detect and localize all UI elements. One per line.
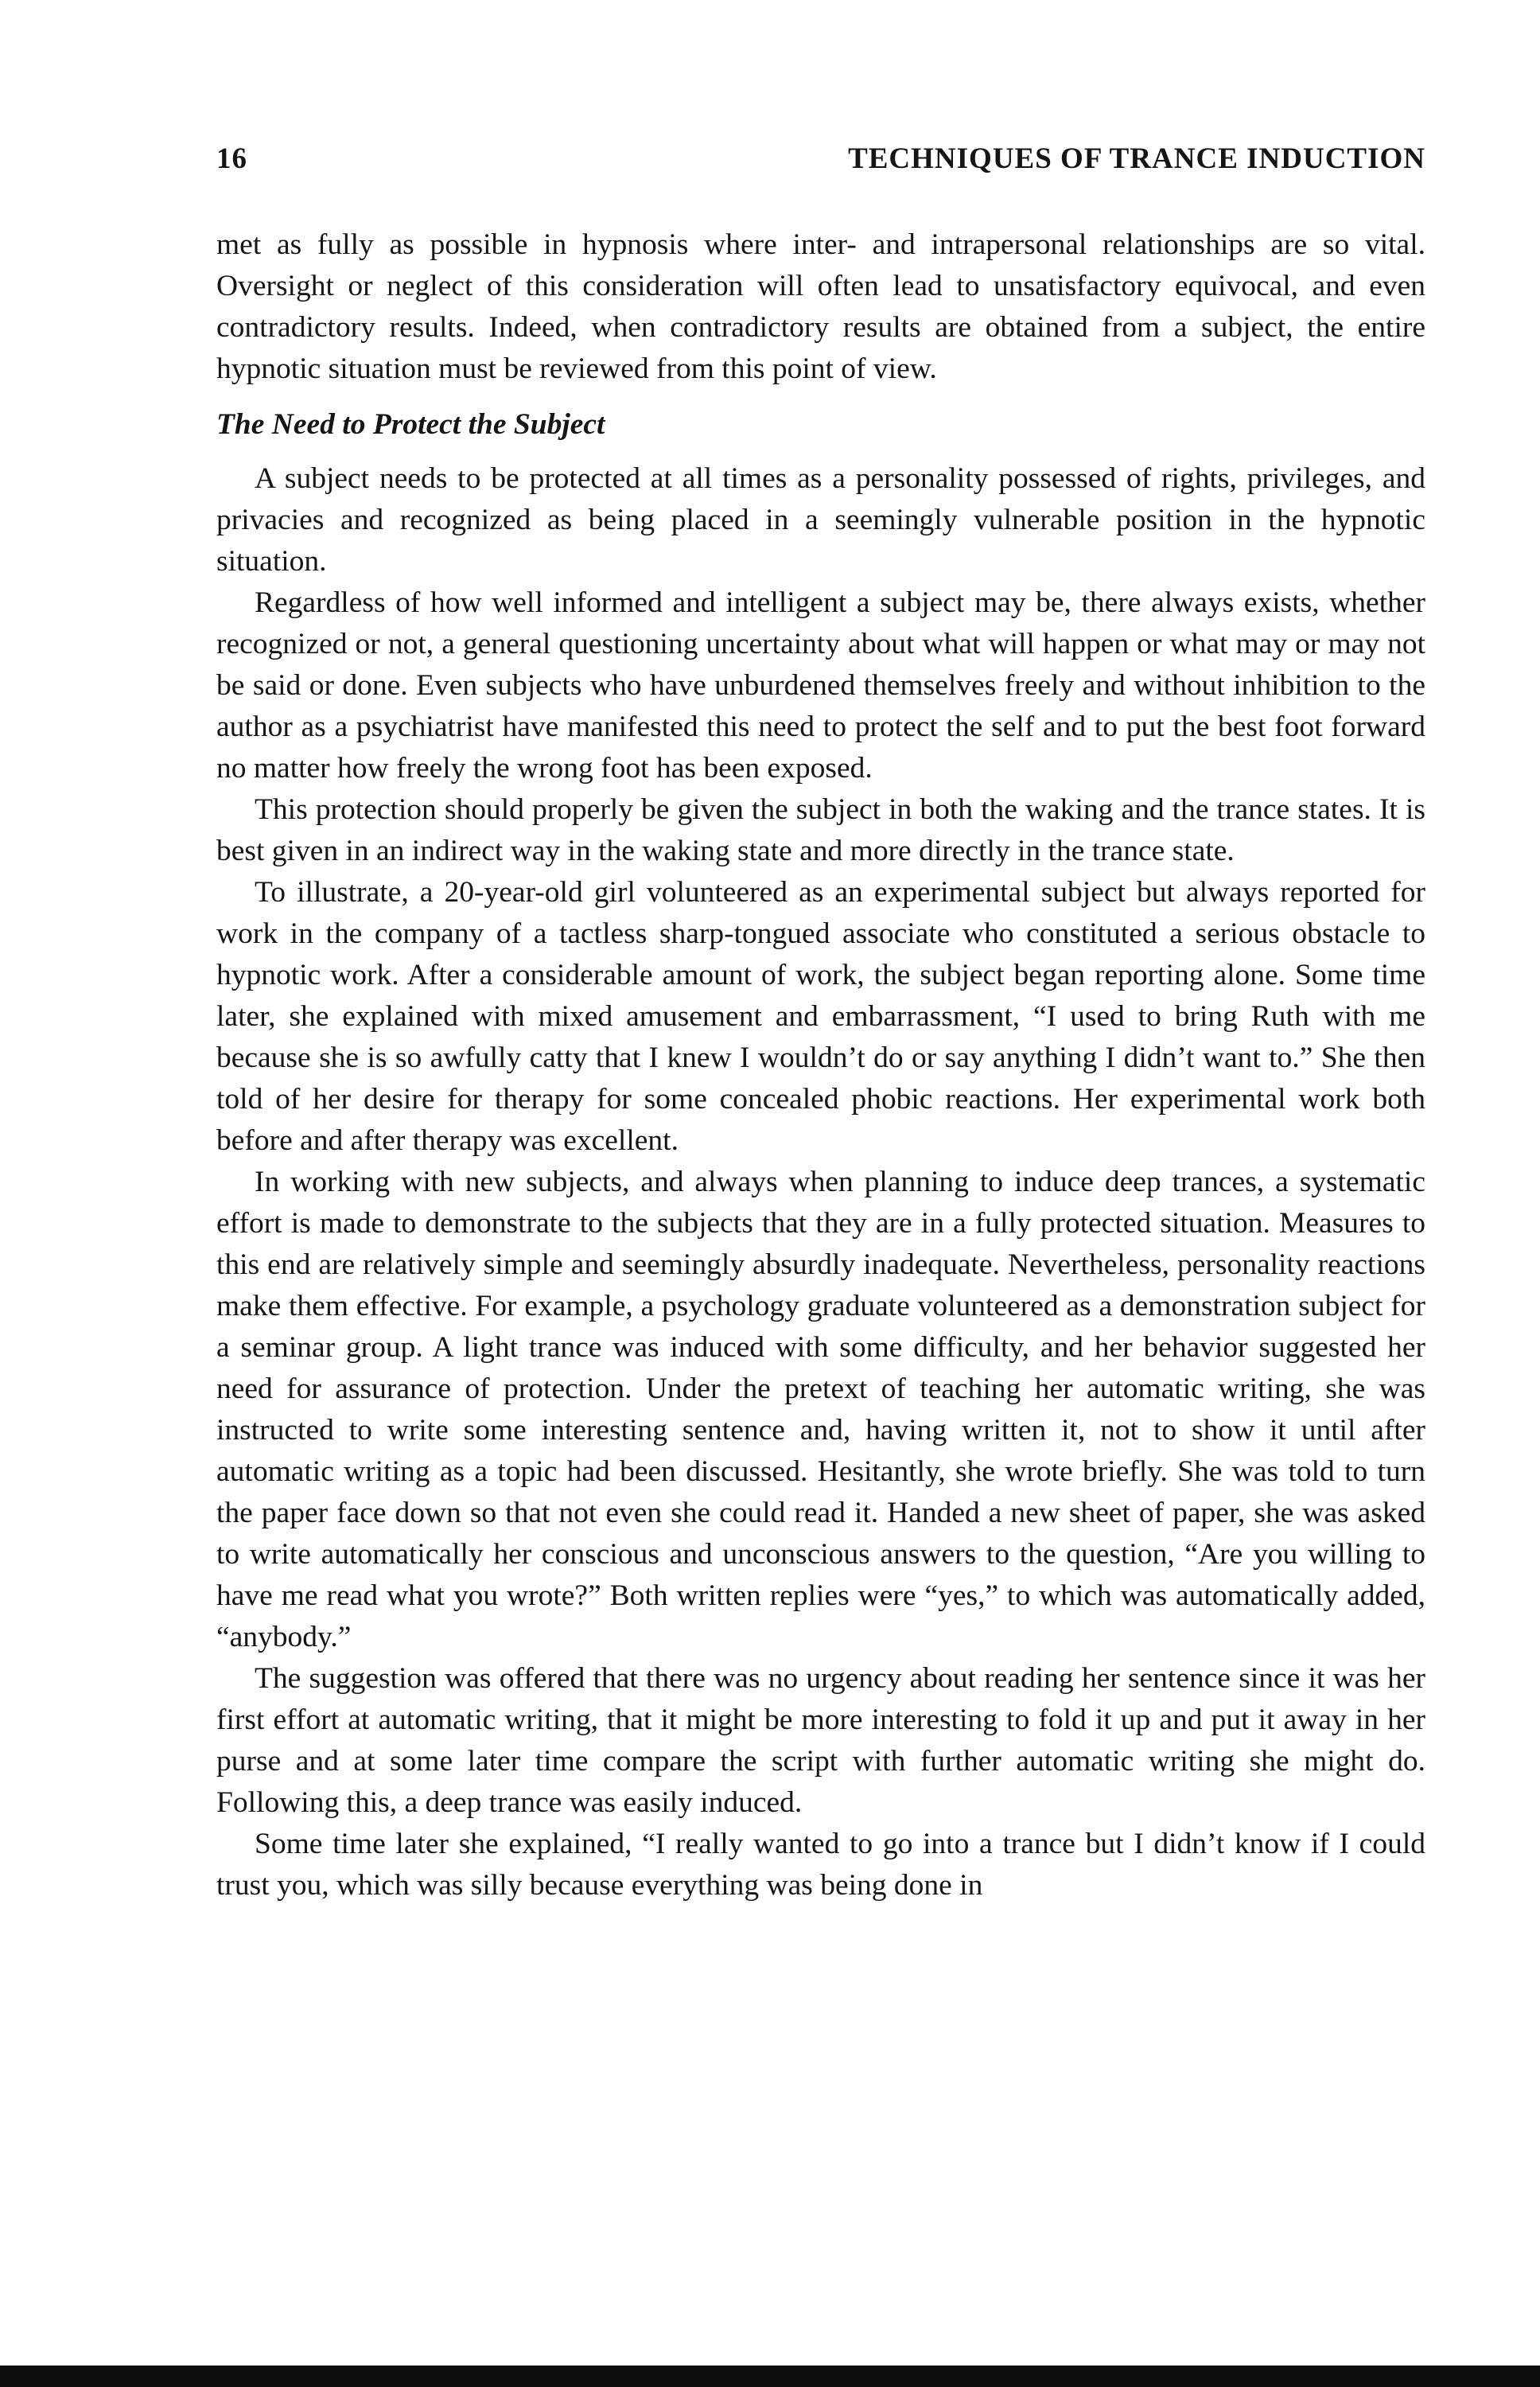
book-page xyxy=(216,0,1425,2387)
paragraph: In working with new subjects, and always when planning to induce deep trances, a systematic effort is made to demonstrate to the subjects that they are in a fully protected situation. Measures to this end are relatively simple and seemingly absurdly inadequate. Nevertheless, personality reactions make them effective. For example, a psychology graduate volunteered as a demonstration subject for a seminar group. A light trance was induced with some difficulty, and her behavior suggested her need for assurance of protection. Under the pretext of teaching her automatic writing, she was instructed to write some interesting sentence and, having written it, not to show it until after automatic writing as a topic had been discussed. Hesitantly, she wrote briefly. She was told to turn the paper face down so that not even she could read it. Handed a new sheet of paper, she was asked to write automatically her conscious and unconscious answers to the question, “Are you willing to have me read what you wrote?” Both written replies were “yes,” to which was automatically added, “anybody.” xyxy=(216,1166,1425,1653)
scan-border xyxy=(0,2366,1540,2387)
running-title: TECHNIQUES OF TRANCE INDUCTION xyxy=(848,142,1425,175)
paragraph: This protection should properly be given the subject in both the waking and the trance states. It is best given in an indirect way in the waking state and more directly in the trance state. xyxy=(216,793,1425,867)
text-body xyxy=(216,224,1425,1906)
paragraph: The suggestion was offered that there was no urgency about reading her sentence since it was her first effort at automatic writing, that it might be more interesting to fold it up and put it away in her purse and at some later time compare the script with further automatic writing she might do. Following this, a deep trance was easily induced. xyxy=(216,1662,1425,1819)
paragraph: Some time later she explained, “I really wanted to go into a trance but I didn’t know if I could trust you, which was silly because everything was being done in xyxy=(216,1828,1425,1902)
paragraph: To illustrate, a 20-year-old girl volunteered as an experimental subject but always reported for work in the company of a tactless sharp-tongued associate who constituted a serious obstacle to hypnotic work. After a considerable amount of work, the subject began reporting alone. Some time later, she explained with mixed amusement and embarrassment, “I used to bring Ruth with me because she is so awfully catty that I knew I wouldn’t do or say anything I didn’t want to.” She then told of her desire for therapy for some concealed phobic reactions. Her experimental work both before and after therapy was excellent. xyxy=(216,876,1425,1157)
paragraph: A subject needs to be protected at all times as a personality possessed of rights, privileges, and privacies and recognized as being placed in a seemingly vulnerable position in the hypnotic situation. xyxy=(216,462,1425,578)
page-number: 16 xyxy=(216,142,247,175)
running-head xyxy=(216,142,1425,189)
paragraph-continuation: met as fully as possible in hypnosis where inter- and intrapersonal relationships are so vital. Oversight or neglect of this consideration will often lead to unsatisfactory equivocal, and even contradictory results. Indeed, when contradictory results are obtained from a subject, the entire hypnotic situation must be reviewed from this point of view. xyxy=(216,228,1425,385)
section-heading: The Need to Protect the Subject xyxy=(216,408,605,441)
paragraph: Regardless of how well informed and intelligent a subject may be, there always exists, whether recognized or not, a general questioning uncertainty about what will happen or what may or may not be said or done. Even subjects who have unburdened themselves freely and without inhibition to the author as a psychiatrist have manifested this need to protect the self and to put the best foot forward no matter how freely the wrong foot has been exposed. xyxy=(216,586,1425,785)
